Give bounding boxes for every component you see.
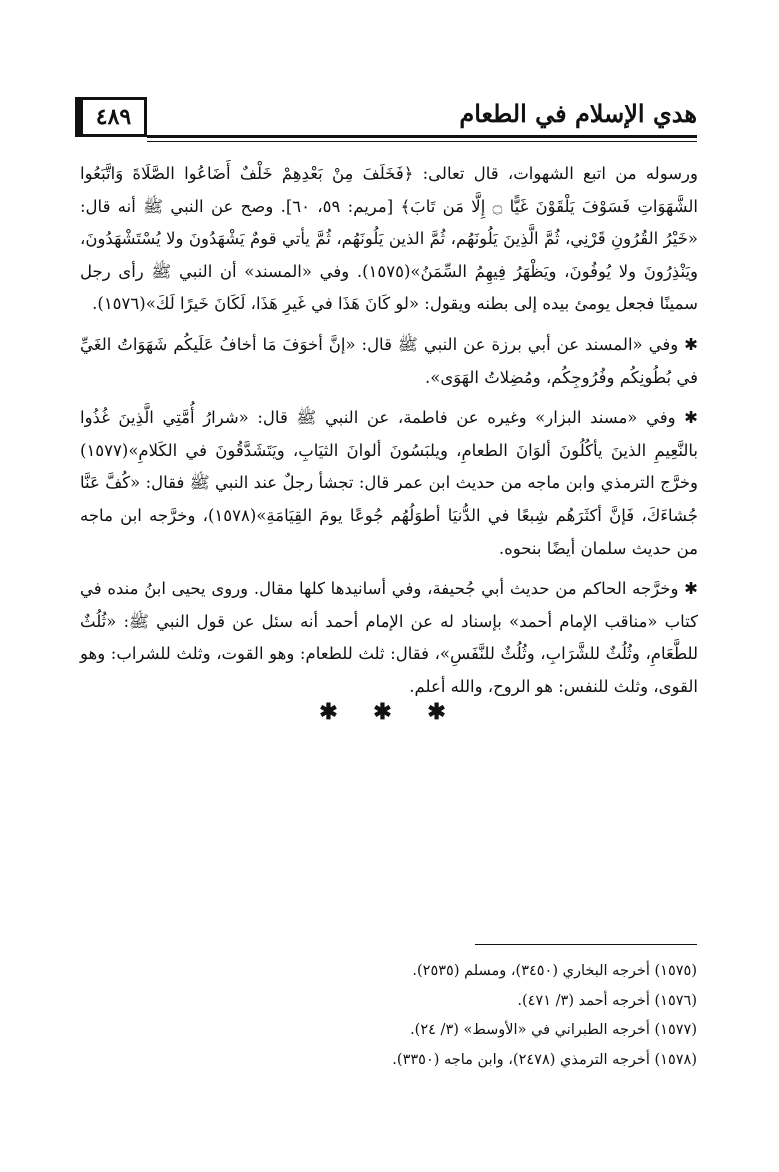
running-title: هدي الإسلام في الطعام — [459, 99, 697, 128]
page-number: ٤٨٩ — [75, 97, 147, 137]
footnote-rule — [475, 944, 697, 945]
body-text — [80, 158, 698, 704]
page-header — [75, 97, 697, 139]
footnotes — [300, 957, 697, 1075]
paragraph-2: ✱ وفي «المسند عن أبي برزة عن النبي ﷺ قال: «إنَّ أخوَفَ مَا أخافُ عَلَيكُم شَهَوَاتُ الغَيِّ في بُطُونِكُم وفُرُوجِكُم، ومُضِلاتُ الهَوَى». — [80, 334, 698, 387]
paragraph-3: ✱ وفي «مسند البزار» وغيره عن فاطمة، عن النبي ﷺ قال: «شرارُ أُمَّتِي الَّذِينَ غُذُوا بالنَّعِيمِ الذينَ يأكُلُونَ ألوَانَ الطعامِ، ويلبَسُونَ ألوانَ الثيَابِ، ويَتَشَدَّقُونَ في الكَلامِ»(١٥٧٧) وخرَّج الترمذي وابن ماجه من حديث ابن عمر قال: تجشأ رجلٌ عند النبي ﷺ فقال: «كُفَّ عَنَّا جُشاءَكَ، فَإنَّ أكثَرَهُم شِبعًا في الدُّنيَا أطوَلُهُم جُوعًا يومَ القِيَامَةِ»(١٥٧٨)، وخرَّجه ابن ماجه من حديث سلمان أيضًا بنحوه. — [80, 408, 698, 558]
footnote-1578: (١٥٧٨) أخرجه الترمذي (٢٤٧٨)، وابن ماجه (٣٣٥٠). — [392, 1051, 697, 1068]
section-separator: ✱ ✱ ✱ — [319, 699, 460, 725]
footnote-1577: (١٥٧٧) أخرجه الطبراني في «الأوسط» (٣/ ٢٤). — [410, 1022, 697, 1038]
header-rule-thin — [147, 141, 697, 142]
footnote-1576: (١٥٧٦) أخرجه أحمد (٣/ ٤٧١). — [517, 992, 697, 1009]
footnote-1575: (١٥٧٥) أخرجه البخاري (٣٤٥٠)، ومسلم (٢٥٣٥). — [412, 963, 697, 979]
paragraph-4: ✱ وخرَّجه الحاكم من حديث أبي جُحيفة، وفي أسانيدها كلها مقال. وروى يحيى ابنُ منده في كتاب «مناقب الإمام أحمد» بإسناد له عن الإمام أحمد أنه سئل عن قول النبي ﷺ: «ثُلُثٌ للطَّعَامِ، وثُلُثٌ للشَّرَابِ، وثُلُثٌ للنَّفَسِ»، فقال: ثلث للطعام: وهو القوت، وثلث للشراب: وهو القوى، وثلث للنفس: هو الروح، والله أعلم. — [80, 579, 698, 696]
header-rule — [147, 135, 697, 138]
paragraph-1: ورسوله من اتبع الشهوات، قال تعالى: ﴿فَخَلَفَ مِنْ بَعْدِهِمْ خَلْفٌ أَضَاعُوا الصَّلَاةَ وَاتَّبَعُوا الشَّهَوَاتِ فَسَوْفَ يَلْقَوْنَ غَيًّا ۝ إِلَّا مَن تَابَ﴾ [مريم: ٥٩، ٦٠]. وصح عن النبي ﷺ أنه قال: «خَيْرُ القُرُونِ قَرْنِي، ثُمَّ الَّذِينَ يَلُونَهُم، ثُمَّ الذين يَلُونَهُم، ثُمَّ يأتي قومٌ يَشْهَدُونَ ولا يُسْتَشْهَدُونَ، ويَنْذِرُونَ ولا يُوفُونَ، ويَظْهَرُ فِيهِمُ السِّمَنُ»(١٥٧٥). وفي «المسند» أن النبي ﷺ رأى رجل سمينًا فجعل يومئ بيده إلى بطنه ويقول: «لو كَانَ هَذَا في غَيرِ هَذَا، لَكَانَ خَيرًا لَكَ»(١٥٧٦). — [80, 164, 699, 314]
